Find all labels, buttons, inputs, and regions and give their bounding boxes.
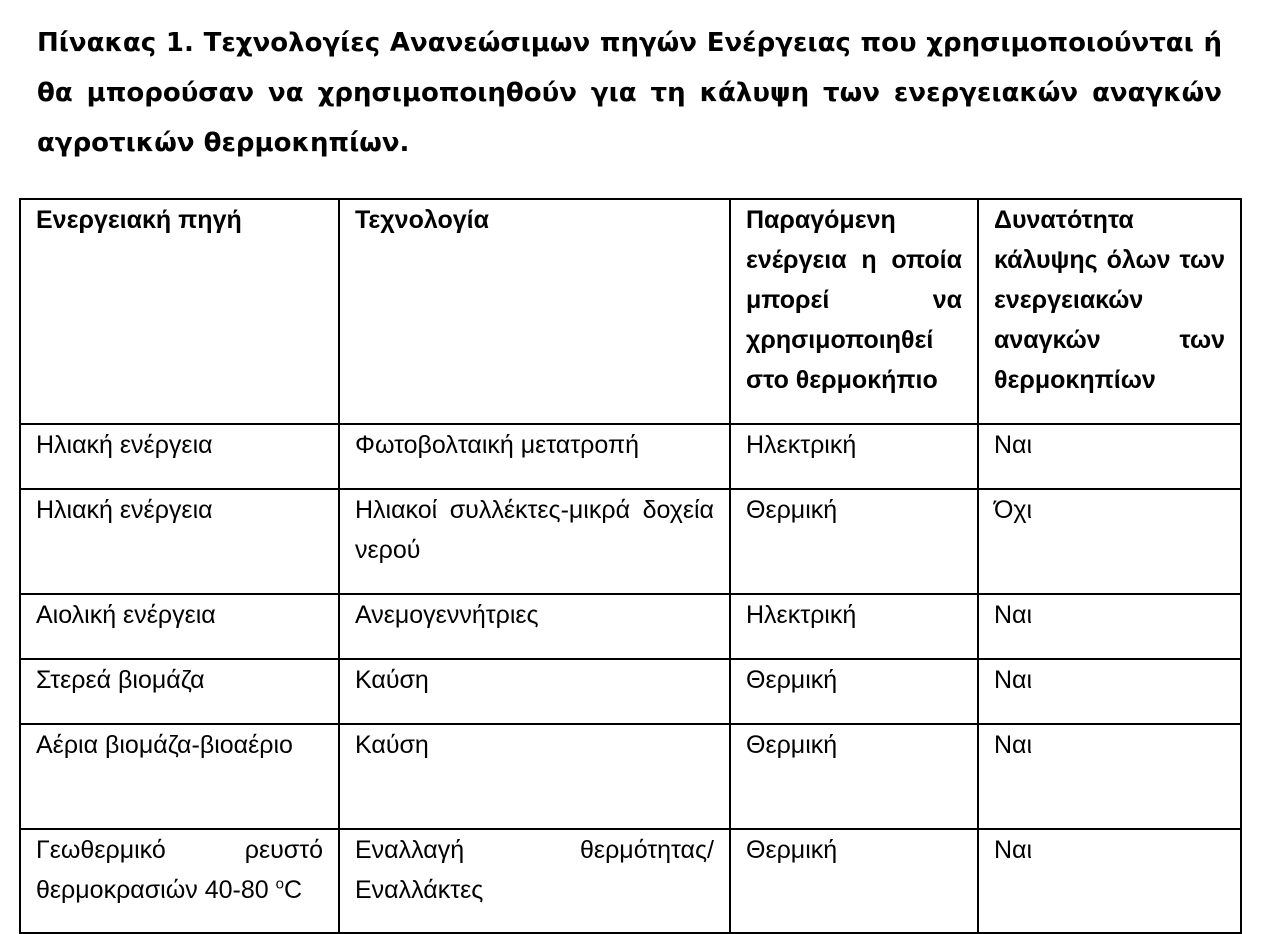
cell-energy-source: Ηλιακή ενέργεια (20, 424, 339, 489)
cell-energy-source-text: Γεωθερμικό ρευστό θερμοκρασιών 40-80 (36, 836, 323, 904)
table-row (20, 829, 1241, 933)
cell-energy-source: Στερεά βιομάζα (20, 659, 339, 724)
cell-produced-energy: Θερμική (730, 829, 978, 933)
cell-coverage: Ναι (978, 829, 1241, 933)
cell-produced-energy: Ηλεκτρική (730, 424, 978, 489)
header-technology: Τεχνολογία (339, 199, 730, 424)
header-coverage-capability: Δυνατότητα κάλυψης όλων των ενεργειακών αναγκών των θερμοκηπίων (978, 199, 1241, 424)
cell-coverage: Όχι (978, 489, 1241, 594)
cell-coverage: Ναι (978, 594, 1241, 659)
cell-technology: Καύση (339, 724, 730, 829)
cell-energy-source: Ηλιακή ενέργεια (20, 489, 339, 594)
cell-technology: Εναλλαγή θερμότητας/Εναλλάκτες (339, 829, 730, 933)
header-produced-energy: Παραγόμενη ενέργεια η οποία μπορεί να χρησιμοποιηθεί στο θερμοκήπιο (730, 199, 978, 424)
unit-c: C (283, 876, 303, 904)
table-row (20, 594, 1241, 659)
cell-produced-energy: Ηλεκτρική (730, 594, 978, 659)
cell-produced-energy: Θερμική (730, 659, 978, 724)
table-row (20, 659, 1241, 724)
cell-produced-energy: Θερμική (730, 489, 978, 594)
cell-technology: Καύση (339, 659, 730, 724)
energy-technologies-table (19, 198, 1242, 934)
cell-energy-source: Αιολική ενέργεια (20, 594, 339, 659)
cell-energy-source (20, 829, 339, 933)
cell-coverage: Ναι (978, 424, 1241, 489)
degree-sup: o (275, 875, 284, 893)
cell-coverage: Ναι (978, 659, 1241, 724)
table-row (20, 424, 1241, 489)
table-header-row (20, 199, 1241, 424)
cell-technology: Ανεμογεννήτριες (339, 594, 730, 659)
cell-coverage: Ναι (978, 724, 1241, 829)
table-caption: Πίνακας 1. Τεχνολογίες Ανανεώσιμων πηγών Ενέργειας που χρησιμοποιούνται ή θα μπορούσαν να χρησιμοποιηθούν για τη κάλυψη των ενεργειακών αναγκών αγροτικών θερμοκηπίων. (37, 28, 1222, 158)
cell-technology: Ηλιακοί συλλέκτες-μικρά δοχεία νερού (339, 489, 730, 594)
cell-produced-energy: Θερμική (730, 724, 978, 829)
cell-technology: Φωτοβολταική μετατροπή (339, 424, 730, 489)
header-energy-source: Ενεργειακή πηγή (20, 199, 339, 424)
cell-energy-source: Αέρια βιομάζα-βιοαέριο (20, 724, 339, 829)
table-row (20, 724, 1241, 829)
table-row (20, 489, 1241, 594)
